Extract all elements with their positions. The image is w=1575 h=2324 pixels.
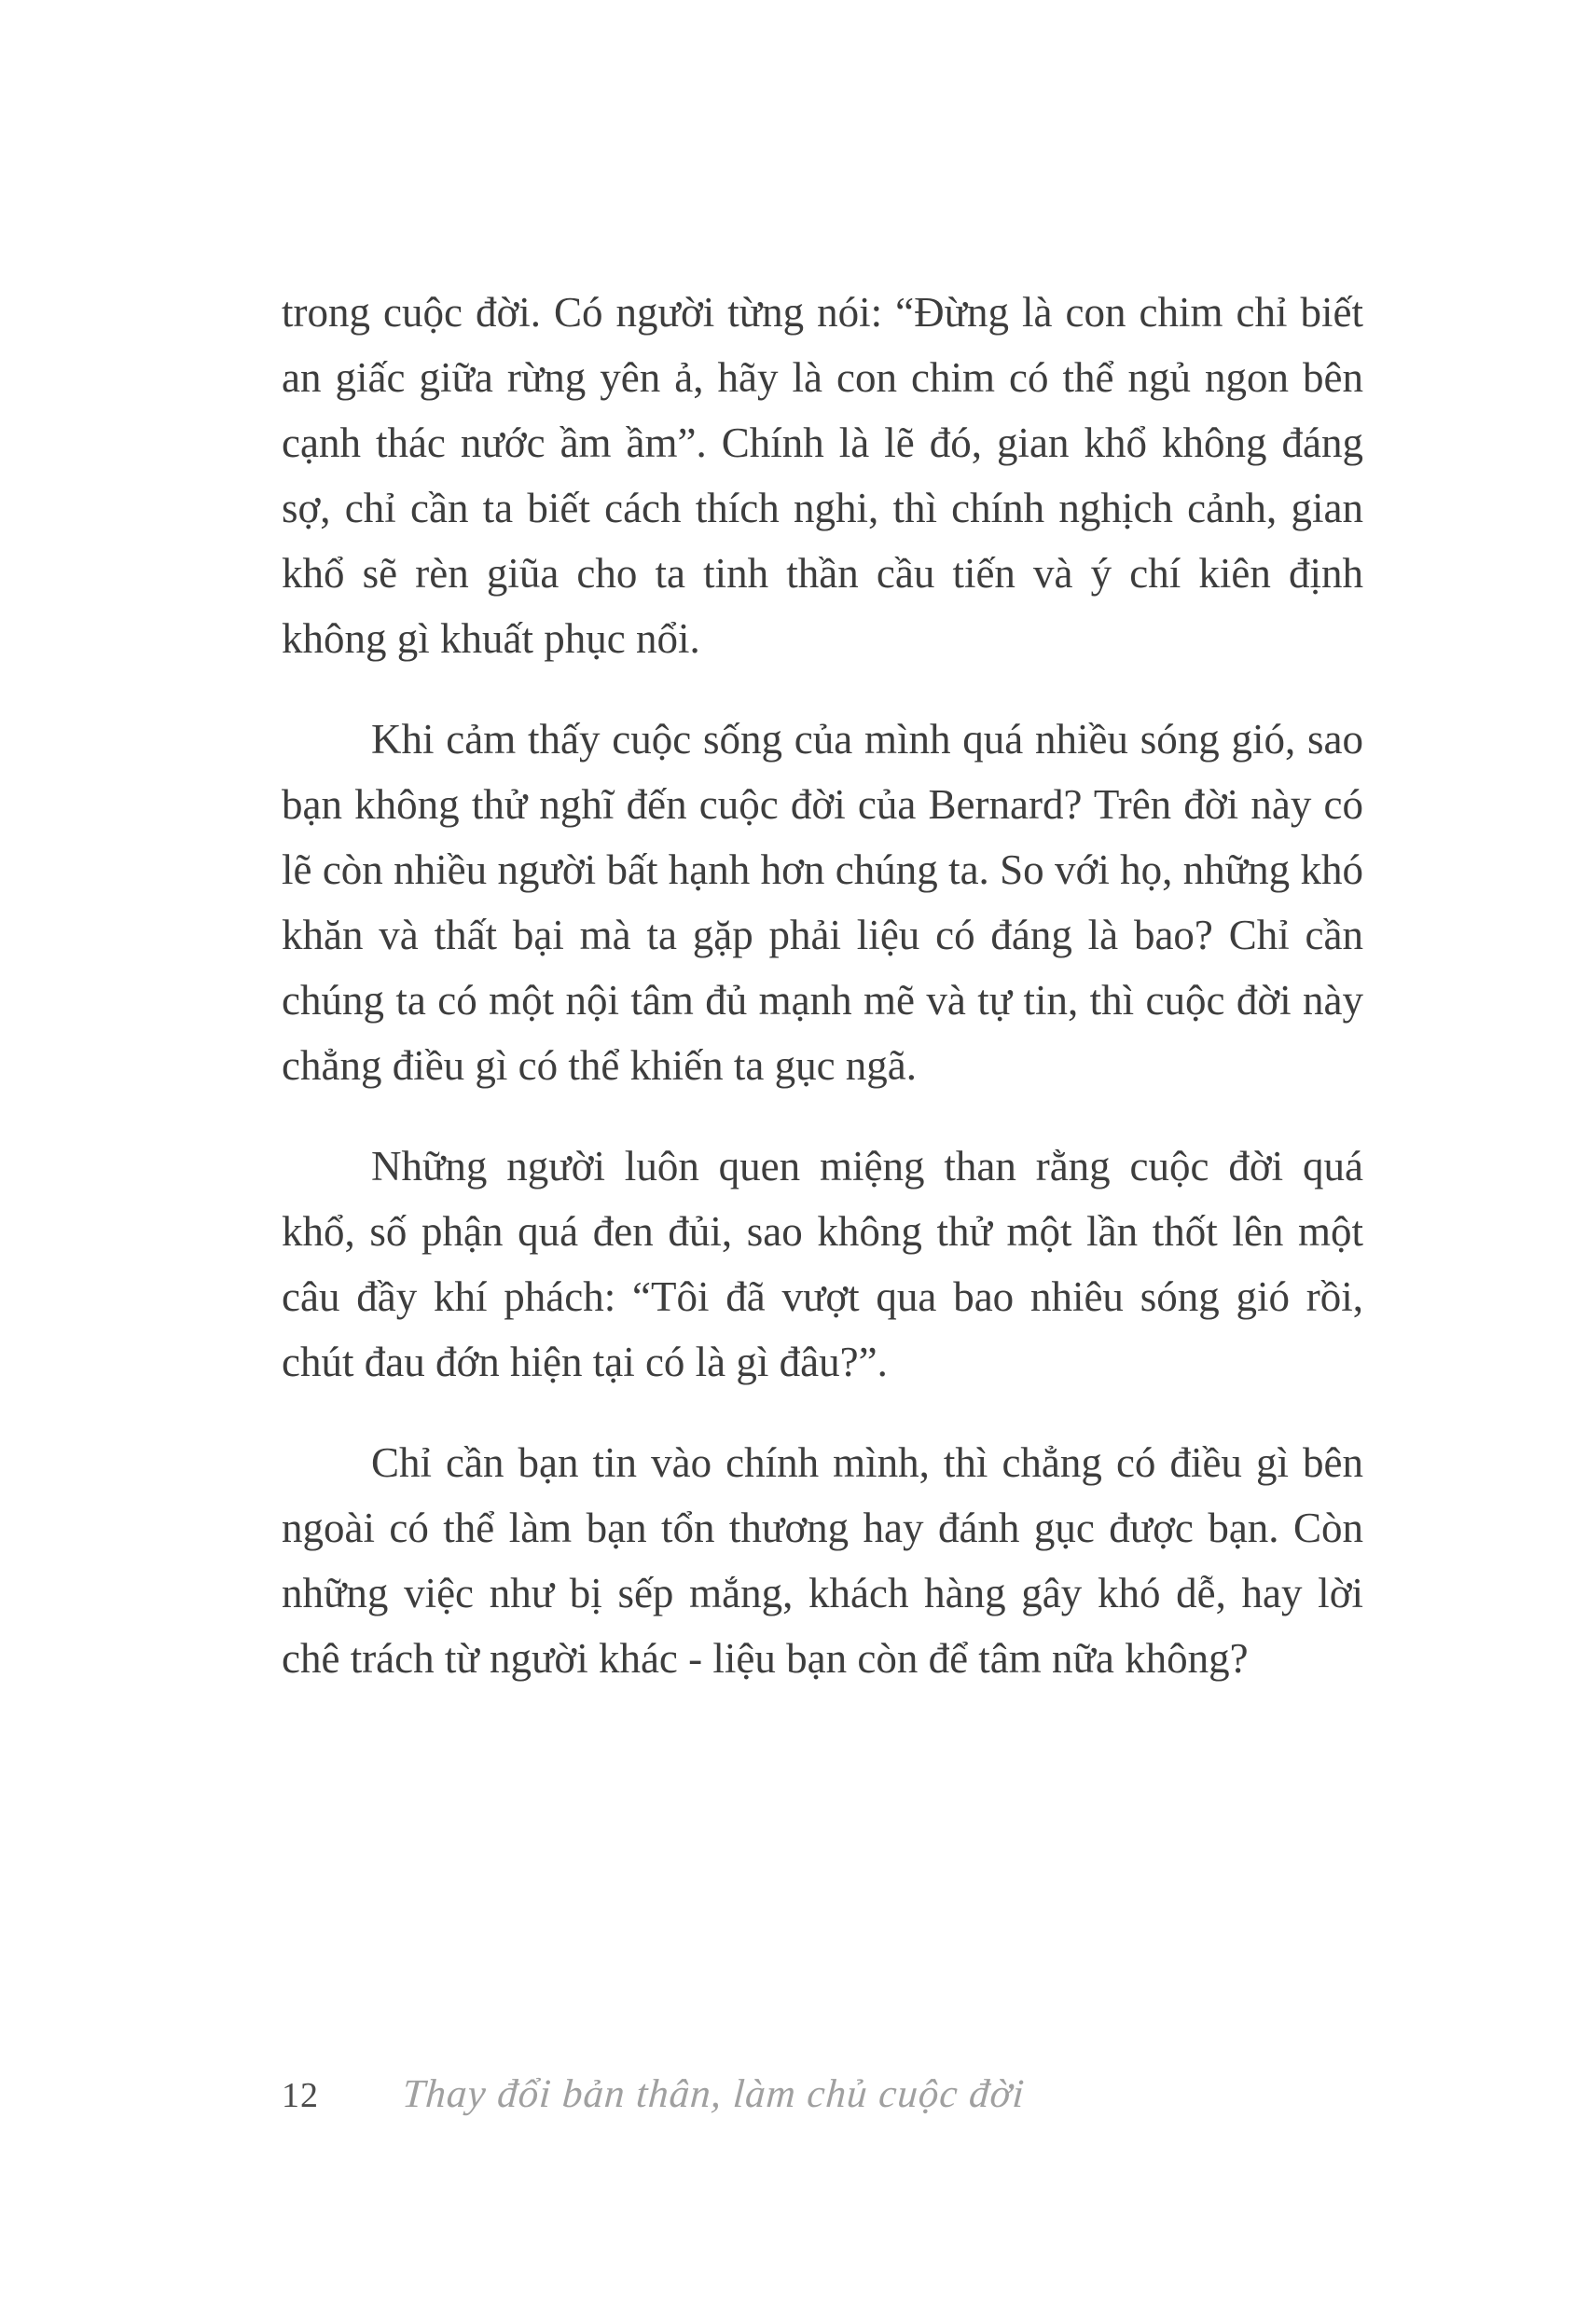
paragraph: Chỉ cần bạn tin vào chính mình, thì chẳng có điều gì bên ngoài có thể làm bạn tổn thương hay đánh gục được bạn. Còn những việc như bị sếp mắng, khách hàng gây khó dễ, hay lời chê trách từ người khác - liệu bạn còn để tâm nữa không? — [282, 1439, 1363, 1682]
paragraph: Khi cảm thấy cuộc sống của mình quá nhiều sóng gió, sao bạn không thử nghĩ đến cuộc đời của Bernard? Trên đời này có lẽ còn nhiều người bất hạnh hơn chúng ta. So với họ, những khó khăn và thất bại mà ta gặp phải liệu có đáng là bao? Chỉ cần chúng ta có một nội tâm đủ mạnh mẽ và tự tin, thì cuộc đời này chẳng điều gì có thể khiến ta gục ngã. — [282, 716, 1363, 1089]
paragraph: trong cuộc đời. Có người từng nói: “Đừng là con chim chỉ biết an giấc giữa rừng yên ả, hãy là con chim có thể ngủ ngon bên cạnh thác nước ầm ầm”. Chính là lẽ đó, gian khổ không đáng sợ, chỉ cần ta biết cách thích nghi, thì chính nghịch cảnh, gian khổ sẽ rèn giũa cho ta tinh thần cầu tiến và ý chí kiên định không gì khuất phục nổi. — [282, 289, 1363, 662]
page-body-text — [282, 280, 1363, 1691]
page-number: 12 — [282, 2076, 319, 2115]
page-footer — [282, 2071, 1363, 2117]
running-footer-title: Thay đổi bản thân, làm chủ cuộc đời — [401, 2072, 1027, 2116]
paragraph: Những người luôn quen miệng than rằng cuộc đời quá khổ, số phận quá đen đủi, sao không thử một lần thốt lên một câu đầy khí phách: “Tôi đã vượt qua bao nhiêu sóng gió rồi, chút đau đớn hiện tại có là gì đâu?”. — [282, 1143, 1363, 1385]
